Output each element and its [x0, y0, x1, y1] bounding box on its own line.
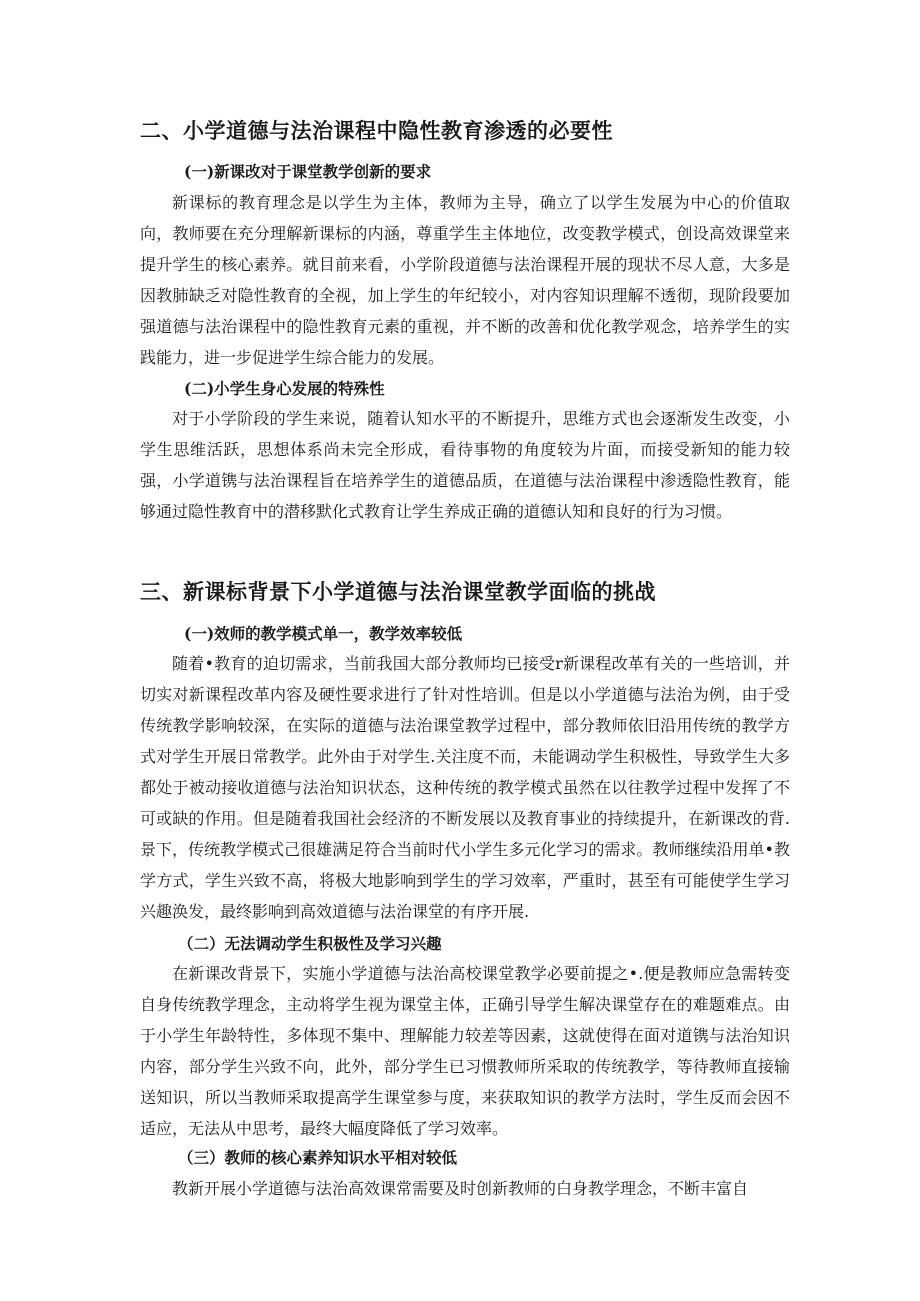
paragraph: 教新开展小学道德与法治高效课常需要及时创新教师的白身教学理念，不断丰富自 — [172, 1179, 749, 1198]
paragraph: 新课标的教育理念是以学生为主体，教师为主导，确立了以学生发展为中心的价值取向，教师要在充分理解新课标的内涵，尊重学生主体地位，改变教学模式，创设高效课堂来提升学生的核心素养。就目前来看，小学阶段道德与法治课程开展的现状不尽人意，大多是因教肺缺乏对隐性教育的全视，加上学生的年纪较小，对内容知识理解不透彻，现阶段要加强道德与法治课程中的隐性教育元素的重视，并不断的改善和优化教学观念，培养学生的实践能力，进一步促进学生综合能力的发展。 — [140, 193, 790, 367]
section-heading: 三、新课标背景下小学道德与法治课堂教学面临的挑战 — [140, 580, 656, 604]
subsection-heading: (二)小学生身心发展的特殊性 — [184, 379, 385, 398]
subsection-heading: （二）无法调动学生积极性及学习兴趣 — [178, 934, 442, 953]
subsection-heading: （三）教师的核心素养知识水平相对较低 — [178, 1148, 458, 1167]
paragraph: 在新课改背景下，实施小学道德与法治高校课堂教学必要前提之•.便是教师应急需转变自身传统教学理念，主动将学生视为课堂主体，正确引导学生解决课堂存在的难题难点。由于小学生年龄特性，多体现不集中、理解能力较差等因素，这就使得在面对道镌与法治知识内容，部分学生兴致不向，此外，部分学生已习惯教师所采取的传统教学，等待教师直接输送知识，所以当教师采取提高学生课堂参与度，来获取知识的教学方法时，学生反而会因不适应，无法从中思考，最终大幅度降低了学习效率。 — [140, 964, 790, 1138]
paragraph: 随着•教育的迫切需求，当前我国大部分教师均已接受r新课程改革有关的一些培训，并切实对新课程改革内容及硬性要求进行了针对性培训。但是以小学道德与法治为例，由于受传统教学影响较深，在实际的道德与法治课堂教学过程中，部分教师依旧沿用传统的教学方式对学生开展日常教学。此外由于对学生.关注度不而，未能调动学生积极性，导致学生大多都处于被动接收道德与法治知识状态，这种传统的教学模式虽然在以往教学过程中发挥了不可或缺的作用。但是随着我国社会经济的不断发展以及教育事业的持续提升，在新课改的背.景下，传统教学模式己很雄满足符合当前时代小学生多元化学习的需求。教师继续沿用单•教学方式，学生兴致不高，将极大地影响到学生的学习效率，严重时，甚至有可能使学生学习兴趣涣发，最终影响到高效道德与法治课堂的有序开展. — [140, 654, 790, 921]
paragraph: 对于小学阶段的学生来说，随着认知水平的不断提升，思维方式也会逐渐发生改变，小学生思维活跃，思想体系尚未完全形成，看待事物的角度较为片面，而接受新知的能力较强，小学道镌与法治课程旨在培养学生的道德品质，在道德与法治课程中渗透隐性教育，能够通过隐性教育中的潜移默化式教育让学生养成正确的道德认知和良好的行为习惯。 — [140, 409, 790, 521]
subsection-heading: (一)新课改对于课堂教学创新的要求 — [184, 162, 432, 181]
section-heading: 二、小学道德与法治课程中隐性教育渗透的必要性 — [140, 119, 613, 143]
subsection-heading: (一)效师的教学模式单一，教学效率较低 — [184, 624, 463, 643]
